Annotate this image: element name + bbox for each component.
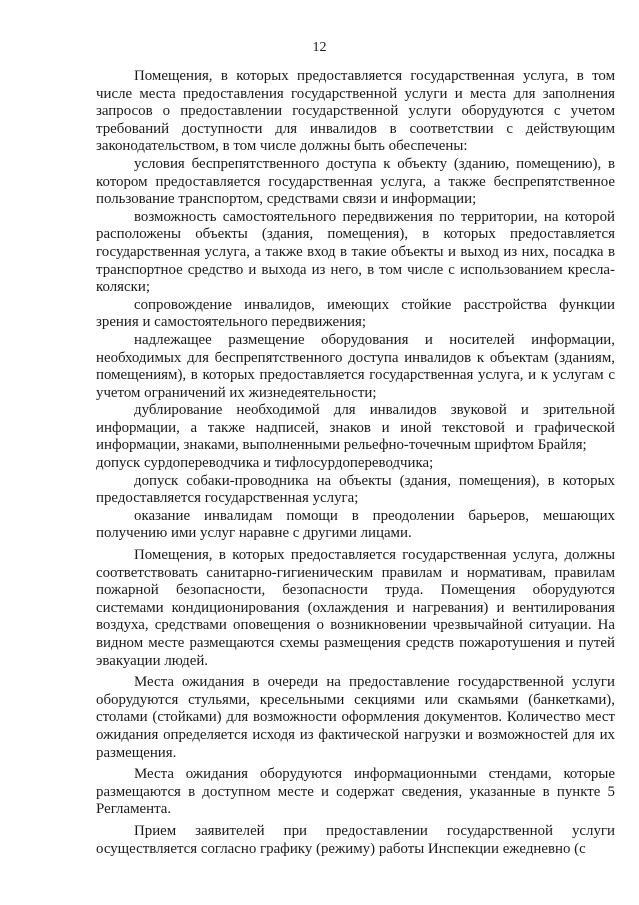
paragraph-independent-movement: возможность самостоятельного передвижения по территории, на которой расположены объекты (здания, помещения), в которых предоставляется государственная услуга, а также вход в такие объекты и выход из них, посадка в транспортное средство и выхода из него, в том числе с использованием кресла-коляски; bbox=[96, 208, 615, 296]
page-number: 12 bbox=[312, 40, 327, 55]
paragraph-unobstructed-access: условия беспрепятственного доступа к объекту (зданию, помещению), в котором предоставляется государственная услуга, а также беспрепятственное пользование транспортом, средствами связи и информации; bbox=[96, 155, 615, 208]
paragraph-information-stands: Места ожидания оборудуются информационными стендами, которые размещаются в доступном месте и содержат сведения, указанные в пункте 5 Регламента. bbox=[96, 766, 615, 818]
paragraph-premises-accessibility: Помещения, в которых предоставляется государственная услуга, в том числе места предоставления государственной услуги и места для заполнения запросов о предоставлении государственной услуги оборудуются с учетом требований доступности для инвалидов в соответствии с действующим законодательством, в том числе должны быть обеспечены: bbox=[96, 68, 615, 155]
paragraph-sanitary-requirements: Помещения, в которых предоставляется государственная услуга, должны соответствовать санитарно-гигиеническим правилам и нормативам, правилам пожарной безопасности, безопасности труда. Помещения оборудуются системами кондиционирования (охлаждения и нагревания) и вентилирования воздуха, средствами оповещения о возникновении чрезвычайной ситуации. На видном месте размещаются схемы размещения средств пожаротушения и путей эвакуации людей. bbox=[96, 547, 615, 669]
paragraph-equipment-placement: надлежащее размещение оборудования и носителей информации, необходимых для беспрепятственного доступа инвалидов к объектам (зданиям, помещениям), в которых предоставляется государственная услуга, и к услугам с учетом ограничений их жизнедеятельности; bbox=[96, 331, 615, 401]
paragraph-sign-interpreter: допуск сурдопереводчика и тифлосурдопереводчика; bbox=[96, 455, 434, 472]
paragraph-guide-dog: допуск собаки-проводника на объекты (здания, помещения), в которых предоставляется государственная услуга; bbox=[96, 472, 615, 507]
paragraph-waiting-areas: Места ожидания в очереди на предоставление государственной услуги оборудуются стульями, кресельными секциями или скамьями (банкетками), столами (стойками) для возможности оформления документов. Количество мест ожидания определяется исходя из фактической нагрузки и возможностей для их размещения. bbox=[96, 674, 615, 761]
paragraph-duplication: дублирование необходимой для инвалидов звуковой и зрительной информации, а также надписей, знаков и иной текстовой и графической информации, знаками, выполненными рельефно-точечным шрифтом Брайля; bbox=[96, 402, 615, 454]
document-body bbox=[96, 68, 615, 858]
paragraph-reception-schedule: Прием заявителей при предоставлении государственной услуги осуществляется согласно графику (режиму) работы Инспекции ежедневно (с bbox=[96, 822, 615, 857]
paragraph-escort: сопровождение инвалидов, имеющих стойкие расстройства функции зрения и самостоятельного передвижения; bbox=[96, 296, 615, 331]
paragraph-assistance: оказание инвалидам помощи в преодолении барьеров, мешающих получению ими услуг наравне с другими лицами. bbox=[96, 507, 615, 542]
